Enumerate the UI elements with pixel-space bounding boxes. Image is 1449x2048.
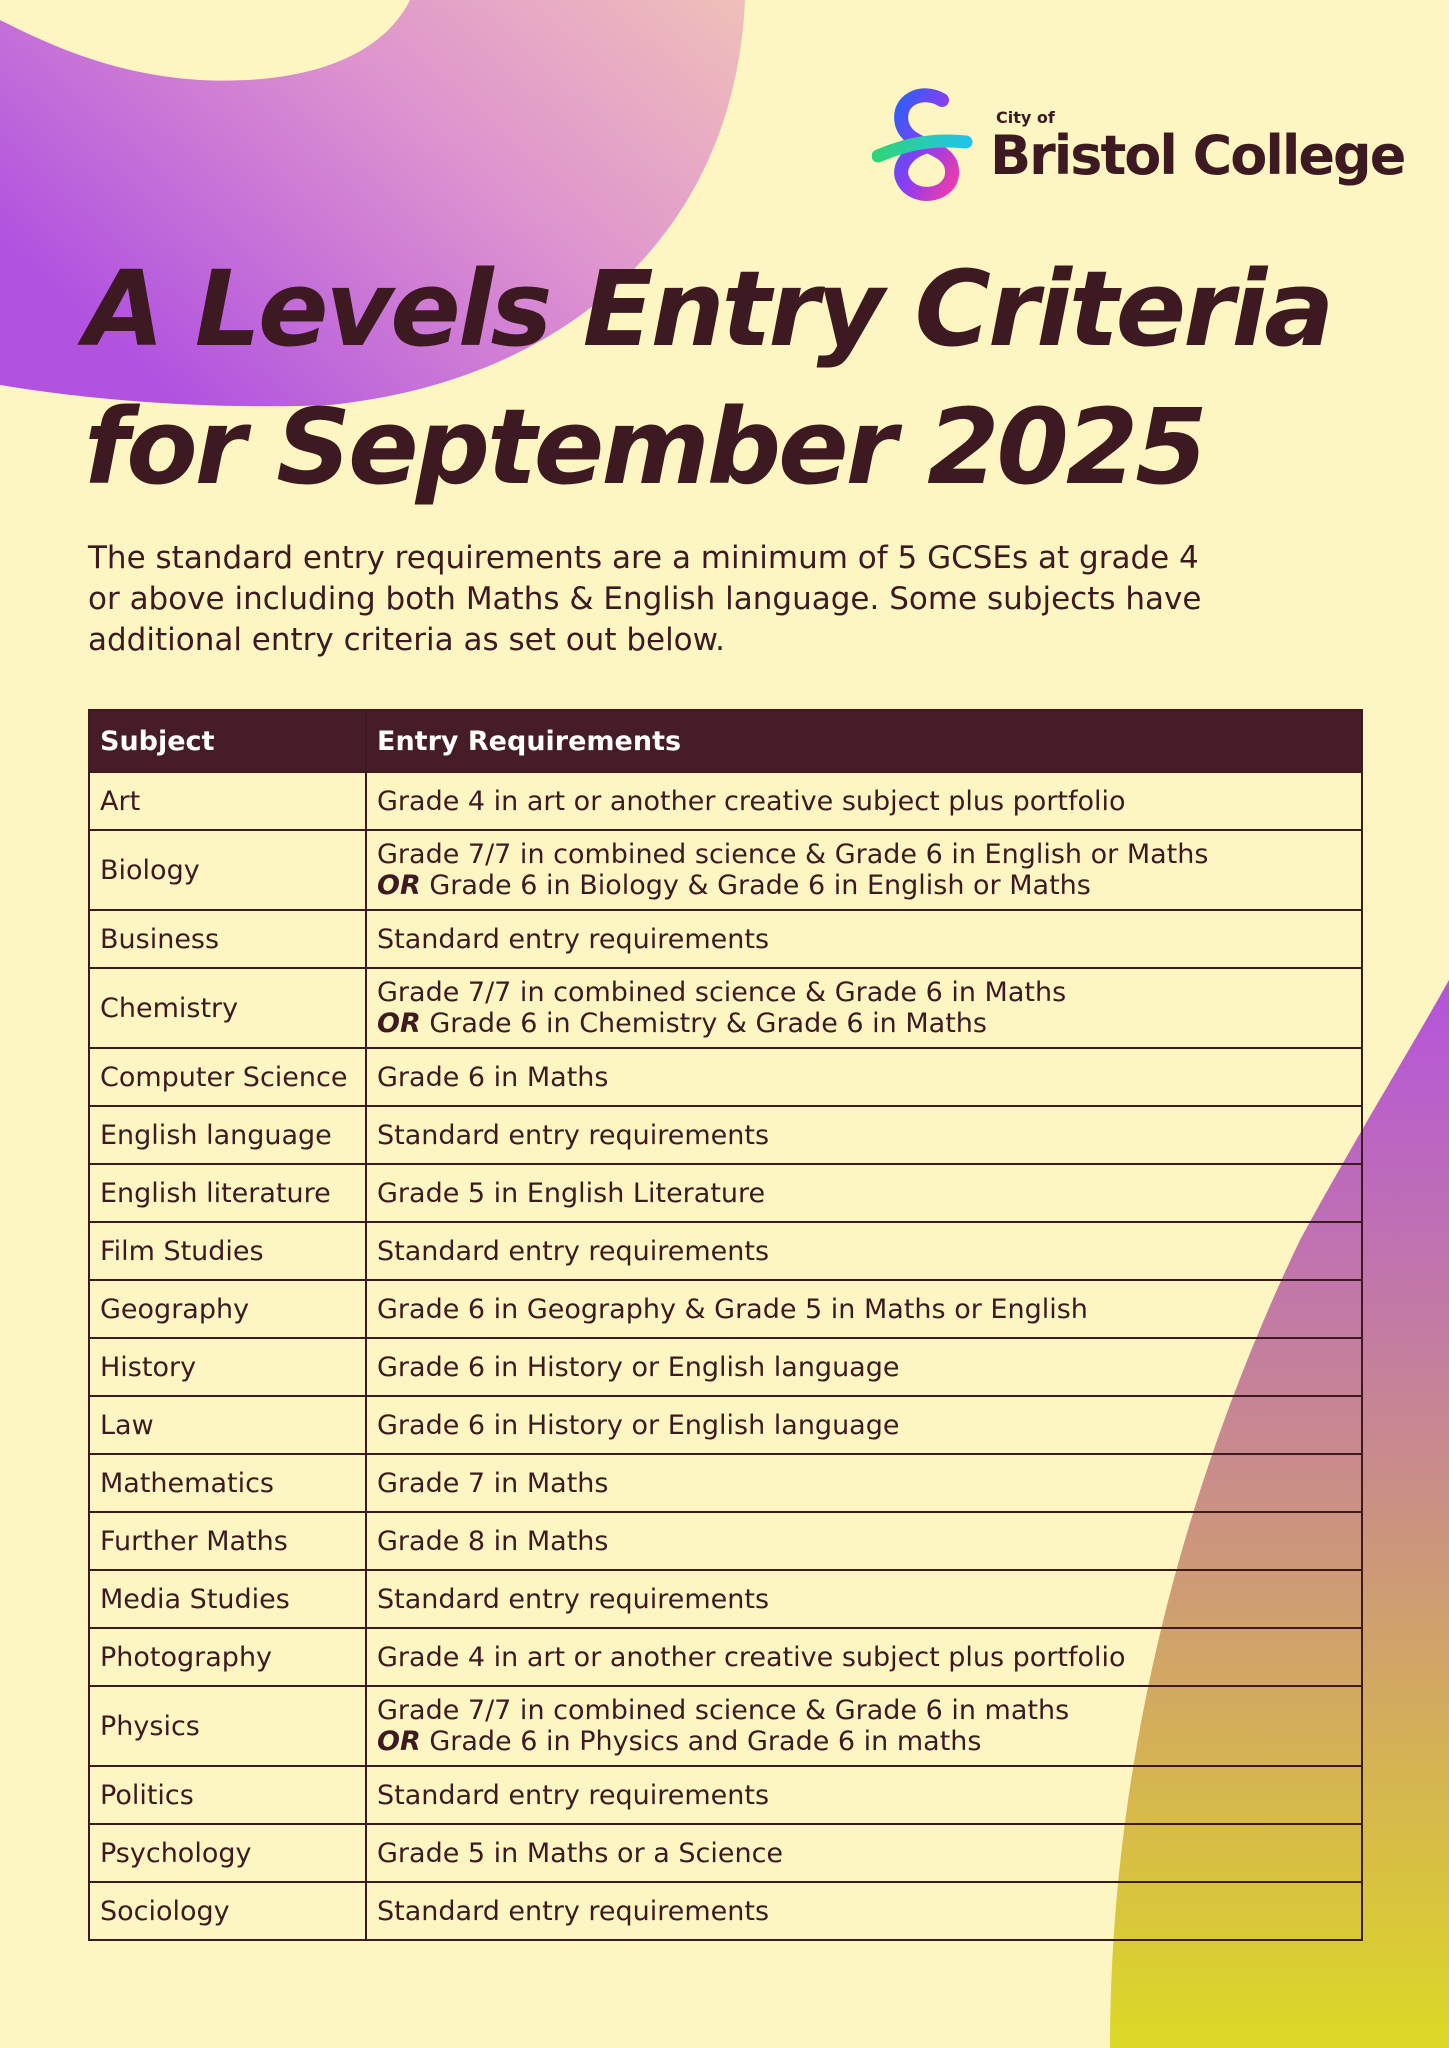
requirement-cell: Standard entry requirements [366, 910, 1362, 968]
logo-city-of-text: City of [996, 108, 1055, 127]
subject-cell: English language [89, 1106, 366, 1164]
requirement-cell: Standard entry requirements [366, 1882, 1362, 1940]
subject-cell: Computer Science [89, 1048, 366, 1106]
requirement-cell: Standard entry requirements [366, 1106, 1362, 1164]
subject-cell: Business [89, 910, 366, 968]
table-row [89, 1396, 1362, 1454]
subject-cell: Art [89, 772, 366, 830]
requirement-cell: Grade 6 in Geography & Grade 5 in Maths or English [366, 1280, 1362, 1338]
requirement-cell: Grade 4 in art or another creative subject plus portfolio [366, 772, 1362, 830]
requirement-cell: Standard entry requirements [366, 1570, 1362, 1628]
requirement-alt-line: Grade 6 in Biology & Grade 6 in English or Maths [420, 870, 1091, 901]
table-header-row [89, 710, 1362, 772]
requirement-cell: Grade 5 in Maths or a Science [366, 1824, 1362, 1882]
intro-paragraph: The standard entry requirements are a minimum of 5 GCSEs at grade 4 or above including both Maths & English language. Some subjects have additional entry criteria as set out below. [88, 540, 1202, 658]
table-row [89, 1766, 1362, 1824]
table-row [89, 1106, 1362, 1164]
table-row [89, 1338, 1362, 1396]
subject-cell: Chemistry [89, 968, 366, 1048]
or-label: OR [377, 1008, 421, 1039]
entry-criteria-table [88, 709, 1363, 1941]
table-row [89, 1280, 1362, 1338]
requirement-line: Grade 7/7 in combined science & Grade 6 in maths [377, 1695, 1070, 1726]
table-row [89, 1048, 1362, 1106]
requirement-cell: Grade 5 in English Literature [366, 1164, 1362, 1222]
requirement-cell [366, 830, 1362, 910]
subject-cell: Film Studies [89, 1222, 366, 1280]
subject-cell: Further Maths [89, 1512, 366, 1570]
requirement-cell: Standard entry requirements [366, 1766, 1362, 1824]
subject-cell: Geography [89, 1280, 366, 1338]
college-logo[interactable] [872, 86, 1405, 206]
requirement-alt-line: Grade 6 in Physics and Grade 6 in maths [420, 1726, 982, 1757]
table-row [89, 772, 1362, 830]
table-row [89, 910, 1362, 968]
page-title [84, 240, 1384, 516]
subject-cell: Politics [89, 1766, 366, 1824]
subject-cell: English literature [89, 1164, 366, 1222]
header-subject: Subject [89, 710, 366, 772]
subject-cell: Sociology [89, 1882, 366, 1940]
subject-cell: History [89, 1338, 366, 1396]
table-row [89, 1454, 1362, 1512]
subject-cell: Law [89, 1396, 366, 1454]
subject-cell: Mathematics [89, 1454, 366, 1512]
requirement-cell: Grade 4 in art or another creative subject plus portfolio [366, 1628, 1362, 1686]
requirement-cell [366, 1686, 1362, 1766]
subject-cell: Physics [89, 1686, 366, 1766]
table-row [89, 1164, 1362, 1222]
subject-cell: Photography [89, 1628, 366, 1686]
requirement-cell: Grade 8 in Maths [366, 1512, 1362, 1570]
requirement-alt-line: Grade 6 in Chemistry & Grade 6 in Maths [420, 1008, 987, 1039]
requirement-line: Grade 7/7 in combined science & Grade 6 in English or Maths [377, 839, 1209, 870]
requirement-cell: Grade 6 in History or English language [366, 1338, 1362, 1396]
subject-cell: Biology [89, 830, 366, 910]
requirement-line: Grade 7/7 in combined science & Grade 6 in Maths [377, 977, 1067, 1008]
or-label: OR [377, 870, 421, 901]
page-title-line-2: for September 2025 [84, 386, 1205, 508]
table-row [89, 1512, 1362, 1570]
college-logo-mark-icon [872, 86, 976, 206]
table-row [89, 1570, 1362, 1628]
requirement-cell: Grade 6 in History or English language [366, 1396, 1362, 1454]
requirement-cell: Grade 6 in Maths [366, 1048, 1362, 1106]
subject-cell: Media Studies [89, 1570, 366, 1628]
subject-cell: Psychology [89, 1824, 366, 1882]
table-row [89, 968, 1362, 1048]
page-title-line-1: A Levels Entry Criteria [84, 248, 1332, 370]
logo-college-name: Bristol College [990, 124, 1405, 187]
table-row [89, 1686, 1362, 1766]
table-row [89, 1882, 1362, 1940]
table-row [89, 1824, 1362, 1882]
or-label: OR [377, 1726, 421, 1757]
table-row [89, 1628, 1362, 1686]
requirement-cell [366, 968, 1362, 1048]
requirement-cell: Grade 7 in Maths [366, 1454, 1362, 1512]
table-row [89, 1222, 1362, 1280]
table-row [89, 830, 1362, 910]
requirement-cell: Standard entry requirements [366, 1222, 1362, 1280]
header-entry-requirements: Entry Requirements [366, 710, 1362, 772]
